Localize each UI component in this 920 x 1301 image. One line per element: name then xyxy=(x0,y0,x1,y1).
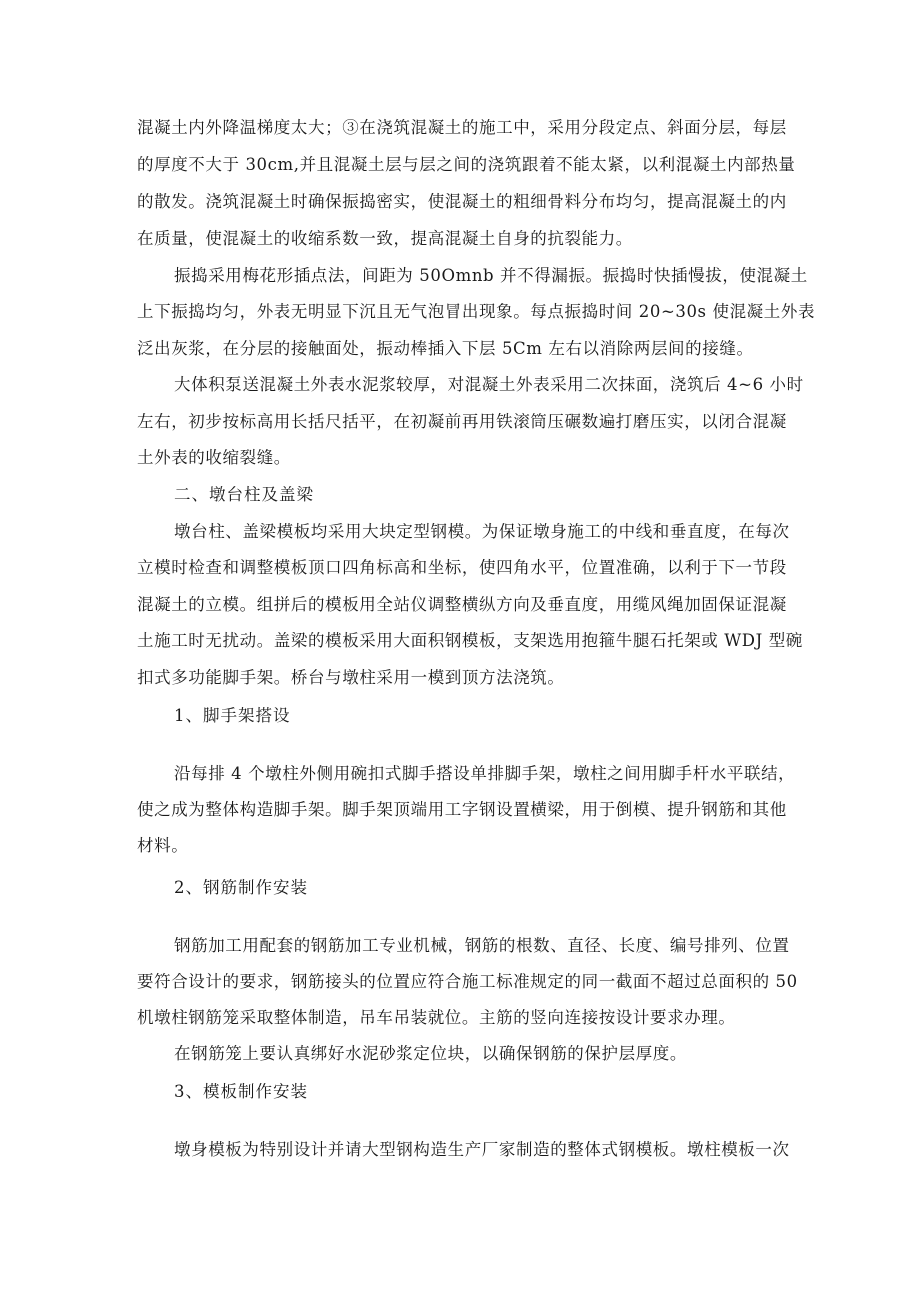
subsection-heading: 2、钢筋制作安装 xyxy=(174,878,308,897)
subsection-heading: 3、模板制作安装 xyxy=(174,1082,308,1101)
text-line: 沿每排 4 个墩柱外侧用碗扣式脚手搭设单排脚手架，墩柱之间用脚手杆水平联结， xyxy=(174,764,796,783)
text-line: 混凝土内外降温梯度太大；③在浇筑混凝土的施工中，采用分段定点、斜面分层，每层 xyxy=(137,118,787,137)
text-line: 机墩柱钢筋笼采取整体制造，吊车吊装就位。主筋的竖向连接按设计要求办理。 xyxy=(137,1008,736,1027)
text-line: 土外表的收缩裂缝。 xyxy=(137,448,291,467)
text-line: 要符合设计的要求，钢筋接头的位置应符合施工标准规定的同一截面不超过总面积的 50 xyxy=(137,972,798,991)
text-line: 扣式多功能脚手架。桥台与墩柱采用一模到顶方法浇筑。 xyxy=(137,668,565,687)
text-line: 大体积泵送混凝土外表水泥浆较厚，对混凝土外表采用二次抹面，浇筑后 4~6 小时 xyxy=(174,375,804,394)
text-line: 钢筋加工用配套的钢筋加工专业机械，钢筋的根数、直径、长度、编号排列、位置 xyxy=(174,936,790,955)
text-line: 土施工时无扰动。盖梁的模板采用大面积钢模板，支架选用抱箍牛腿石托架或 WDJ 型碗 xyxy=(137,631,803,650)
text-line: 的厚度不大于 30cm,并且混凝土层与层之间的浇筑跟着不能太紧，以利混凝土内部热量 xyxy=(137,155,796,174)
text-line: 在质量，使混凝土的收缩系数一致，提高混凝土自身的抗裂能力。 xyxy=(137,229,633,248)
text-line: 左右，初步按标高用长括尺括平，在初凝前再用铁滚筒压碾数遍打磨压实，以闭合混凝 xyxy=(137,412,787,431)
subsection-heading: 1、脚手架搭设 xyxy=(174,706,291,725)
text-line: 使之成为整体构造脚手架。脚手架顶端用工字钢设置横梁，用于倒模、提升钢筋和其他 xyxy=(137,800,787,819)
text-line: 立模时检查和调整模板顶口四角标高和坐标，使四角水平，位置准确，以利于下一节段 xyxy=(137,558,787,577)
text-line: 振捣采用梅花形插点法，间距为 50Omnb 并不得漏振。振捣时快插慢拔，使混凝土 xyxy=(174,266,808,285)
text-line: 材料。 xyxy=(137,836,189,855)
text-line: 混凝土的立模。组拼后的模板用全站仪调整横纵方向及垂直度，用缆风绳加固保证混凝 xyxy=(137,595,787,614)
text-line: 泛出灰浆，在分层的接触面处，振动棒插入下层 5Cm 左右以消除两层间的接缝。 xyxy=(137,339,754,358)
section-heading: 二、墩台柱及盖梁 xyxy=(174,485,314,504)
text-line: 上下振捣均匀，外表无明显下沉且无气泡冒出现象。每点振捣时间 20~30s 使混凝土外表 xyxy=(137,302,816,321)
text-line: 的散发。浇筑混凝土时确保振捣密实，使混凝土的粗细骨料分布均匀，提高混凝土的内 xyxy=(137,192,787,211)
text-line: 墩身模板为特别设计并请大型钢构造生产厂家制造的整体式钢模板。墩柱模板一次 xyxy=(174,1140,790,1159)
text-line: 在钢筋笼上要认真绑好水泥砂浆定位块，以确保钢筋的保护层厚度。 xyxy=(174,1044,687,1063)
text-line: 墩台柱、盖梁模板均采用大块定型钢模。为保证墩身施工的中线和垂直度，在每次 xyxy=(174,522,790,541)
